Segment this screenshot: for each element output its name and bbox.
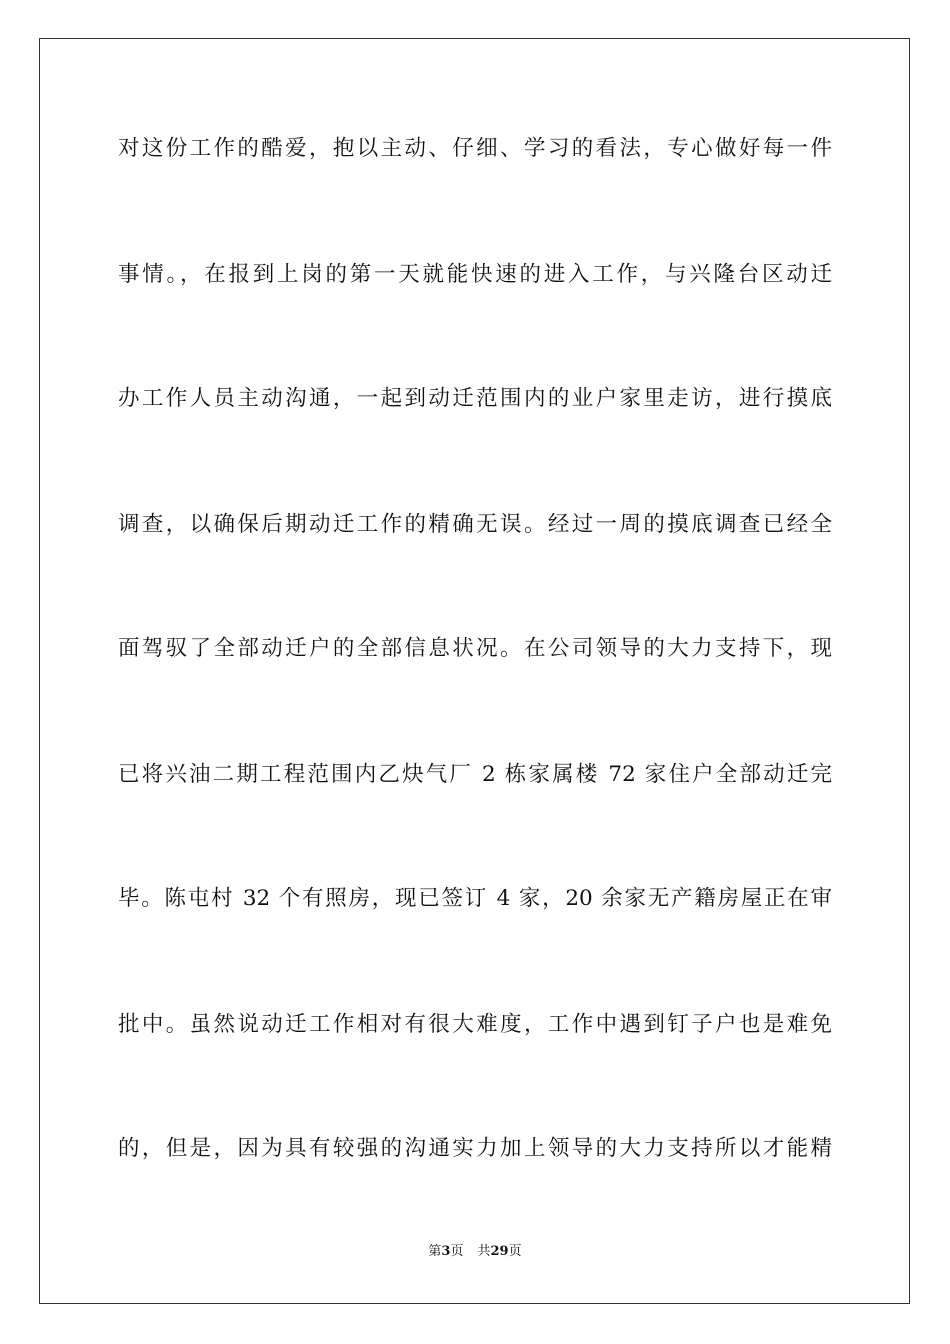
paragraph-line-5: 面驾驭了全部动迁户的全部信息状况。在公司领导的大力支持下，现 <box>118 636 832 661</box>
page-number: 3 <box>441 1244 451 1259</box>
total-prefix: 共 <box>477 1244 491 1259</box>
paragraph-line-4: 调查，以确保后期动迁工作的精确无误。经过一周的摸底调查已经全 <box>118 512 832 537</box>
paragraph-line-9: 的，但是，因为具有较强的沟通实力加上领导的大力支持所以才能精 <box>118 1136 832 1161</box>
page-border <box>39 38 910 1304</box>
paragraph-line-1: 对这份工作的酷爱，抱以主动、仔细、学习的看法，专心做好每一件 <box>118 136 832 161</box>
paragraph-line-7: 毕。陈屯村 32 个有照房，现已签订 4 家，20 余家无产籍房屋正在审 <box>118 886 832 911</box>
paragraph-line-2: 事情。，在报到上岗的第一天就能快速的进入工作，与兴隆台区动迁 <box>118 262 832 287</box>
page-footer <box>0 1244 950 1260</box>
paragraph-line-8: 批中。虽然说动迁工作相对有很大难度，工作中遇到钉子户也是难免 <box>118 1012 832 1037</box>
page-prefix: 第 <box>428 1244 442 1259</box>
paragraph-line-3: 办工作人员主动沟通，一起到动迁范围内的业户家里走访，进行摸底 <box>118 386 832 411</box>
page-suffix: 页 <box>450 1244 464 1259</box>
total-suffix: 页 <box>508 1244 522 1259</box>
total-pages: 29 <box>490 1244 509 1259</box>
paragraph-line-6: 已将兴油二期工程范围内乙炔气厂 2 栋家属楼 72 家住户全部动迁完 <box>118 762 832 787</box>
